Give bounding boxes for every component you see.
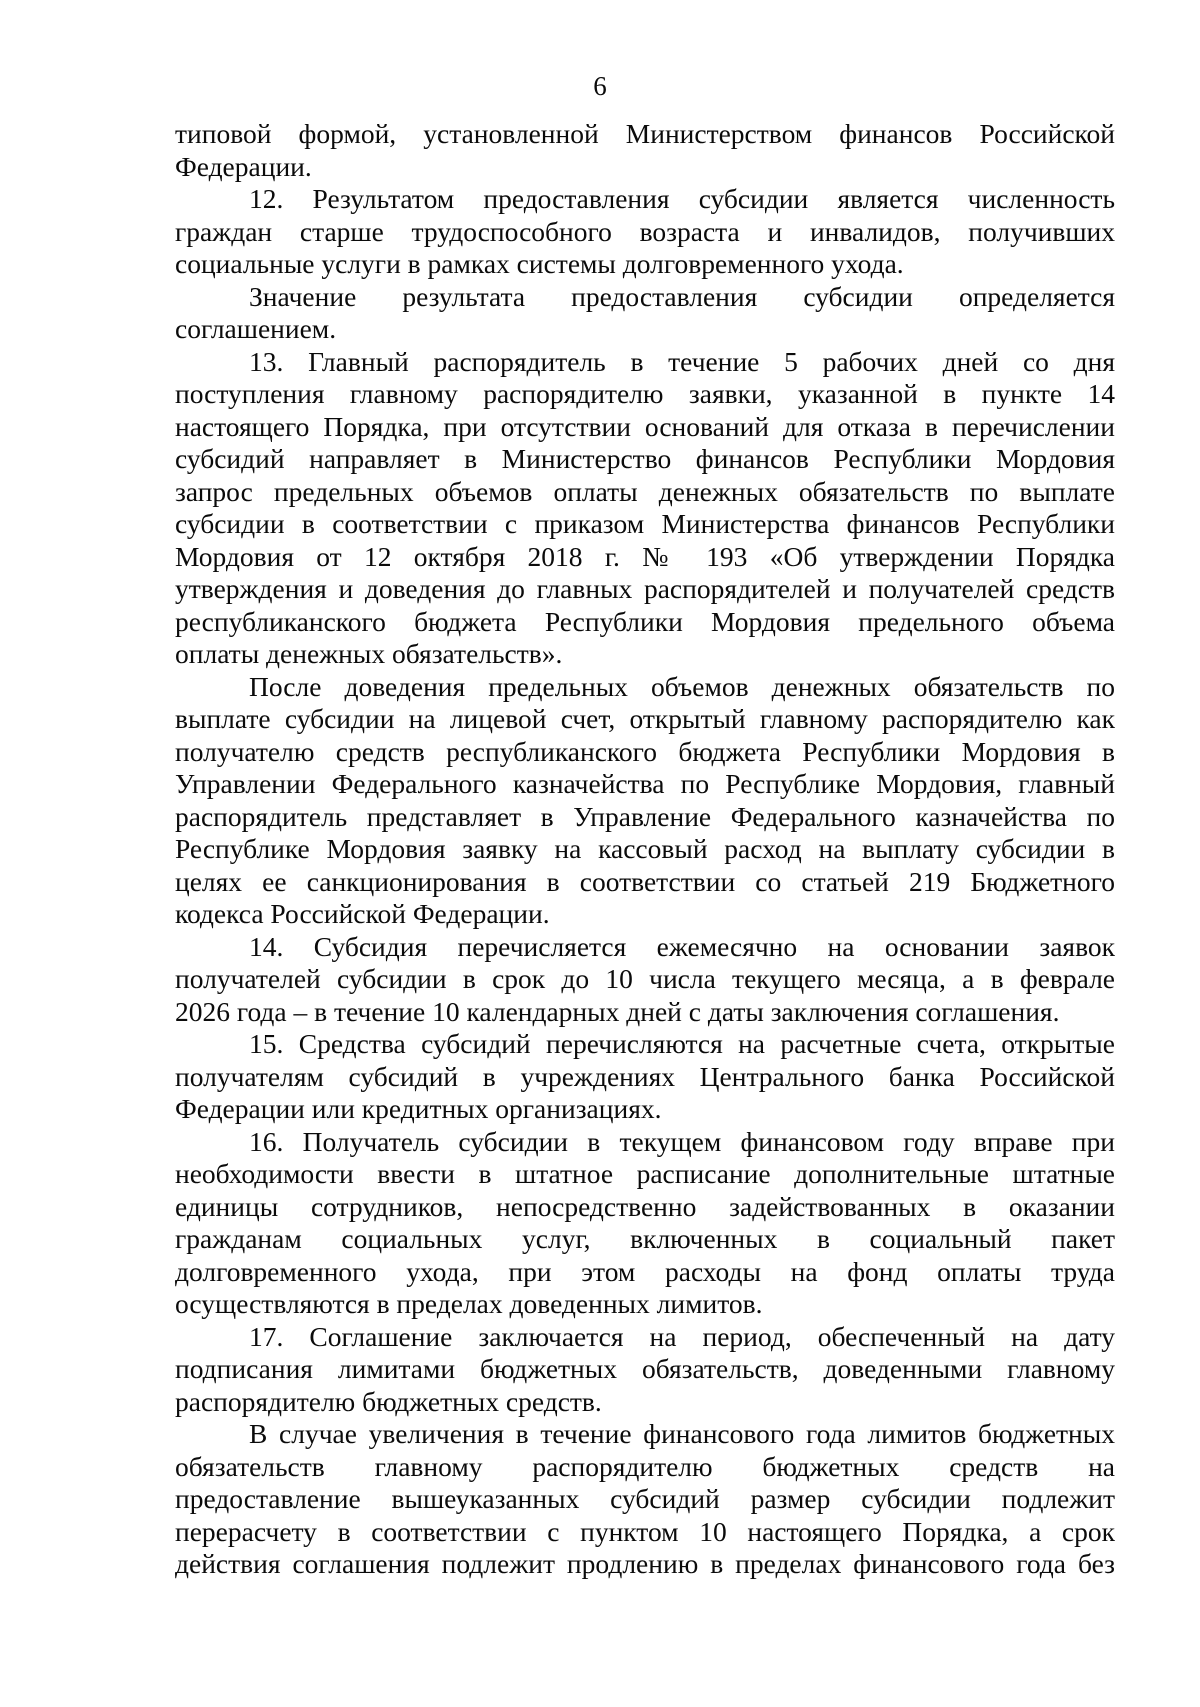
text-line: получателям субсидий в учреждениях Центрального банка Российской bbox=[175, 1060, 1115, 1092]
paragraph-p0 bbox=[175, 118, 1115, 183]
paragraph-p17b bbox=[175, 1418, 1115, 1581]
document-body bbox=[175, 118, 1115, 1581]
page-number: 6 bbox=[593, 71, 607, 101]
text-line: субсидий направляет в Министерство финансов Республики Мордовия bbox=[175, 443, 1115, 474]
text-line: типовой формой, установленной Министерством финансов Российской bbox=[175, 118, 1115, 149]
text-line: 12. Результатом предоставления субсидии является численность bbox=[249, 183, 1115, 214]
paragraph-p16 bbox=[175, 1126, 1115, 1321]
paragraph-p13b bbox=[175, 671, 1115, 931]
text-line: осуществляются в пределах доведенных лимитов. bbox=[175, 1288, 763, 1319]
text-line: Республике Мордовия заявку на кассовый расход на выплату субсидии в bbox=[175, 833, 1115, 864]
text-line: гражданам социальных услуг, включенных в социальный пакет bbox=[175, 1223, 1115, 1254]
text-line: единицы сотрудников, непосредственно задействованных в оказании bbox=[175, 1190, 1115, 1222]
text-line: предоставление вышеуказанных субсидий размер субсидии подлежит bbox=[175, 1483, 1115, 1514]
text-line: оплаты денежных обязательств». bbox=[175, 638, 563, 669]
paragraph-p12b bbox=[175, 281, 1115, 346]
text-line: 15. Средства субсидий перечисляются на расчетные счета, открытые bbox=[249, 1028, 1115, 1059]
text-line: распорядителю бюджетных средств. bbox=[175, 1385, 602, 1417]
text-line: Мордовия от 12 октября 2018 г. № 193 «Об утверждении Порядка bbox=[175, 540, 1115, 572]
text-line: действия соглашения подлежит продлению в пределах финансового года без bbox=[175, 1548, 1115, 1579]
text-line: кодекса Российской Федерации. bbox=[175, 898, 550, 929]
text-line: настоящего Порядка, при отсутствии оснований для отказа в перечислении bbox=[175, 410, 1115, 442]
text-line: целях ее санкционирования в соответствии со статьей 219 Бюджетного bbox=[175, 865, 1115, 897]
paragraph-p12 bbox=[175, 183, 1115, 281]
text-line: распорядитель представляет в Управление Федерального казначейства по bbox=[175, 800, 1115, 832]
text-line: Федерации. bbox=[175, 150, 312, 182]
text-line: выплате субсидии на лицевой счет, открытый главному распорядителю как bbox=[175, 703, 1115, 734]
text-line: обязательств главному распорядителю бюджетных средств на bbox=[175, 1450, 1115, 1482]
text-line: В случае увеличения в течение финансового года лимитов бюджетных bbox=[249, 1418, 1115, 1449]
text-line: социальные услуги в рамках системы долговременного ухода. bbox=[175, 248, 904, 279]
text-line: Федерации или кредитных организациях. bbox=[175, 1093, 662, 1124]
text-line: Управлении Федерального казначейства по Республике Мордовия, главный bbox=[175, 768, 1115, 799]
text-line: запрос предельных объемов оплаты денежных обязательств по выплате bbox=[175, 475, 1115, 507]
text-line: соглашением. bbox=[175, 313, 337, 344]
text-line: 13. Главный распорядитель в течение 5 рабочих дней со дня bbox=[249, 345, 1115, 377]
text-line: 2026 года – в течение 10 календарных дней с даты заключения соглашения. bbox=[175, 995, 1060, 1027]
text-line: граждан старше трудоспособного возраста и инвалидов, получивших bbox=[175, 215, 1115, 247]
text-line: долговременного ухода, при этом расходы на фонд оплаты труда bbox=[175, 1255, 1115, 1287]
text-line: После доведения предельных объемов денежных обязательств по bbox=[249, 670, 1115, 702]
paragraph-p13 bbox=[175, 346, 1115, 671]
text-line: республиканского бюджета Республики Мордовия предельного объема bbox=[175, 605, 1115, 637]
text-line: Значение результата предоставления субсидии определяется bbox=[249, 280, 1115, 312]
text-line: поступления главному распорядителю заявки, указанной в пункте 14 bbox=[175, 378, 1115, 409]
text-line: 16. Получатель субсидии в текущем финансовом году вправе при bbox=[249, 1125, 1115, 1157]
text-line: перерасчету в соответствии с пунктом 10 настоящего Порядка, а срок bbox=[175, 1515, 1115, 1547]
paragraph-p15 bbox=[175, 1028, 1115, 1126]
text-line: подписания лимитами бюджетных обязательств, доведенными главному bbox=[175, 1353, 1115, 1384]
text-line: 17. Соглашение заключается на период, обеспеченный на дату bbox=[249, 1320, 1115, 1352]
text-line: субсидии в соответствии с приказом Министерства финансов Республики bbox=[175, 508, 1115, 539]
paragraph-p14 bbox=[175, 931, 1115, 1029]
text-line: получателю средств республиканского бюджета Республики Мордовия в bbox=[175, 735, 1115, 767]
text-line: необходимости ввести в штатное расписание дополнительные штатные bbox=[175, 1158, 1115, 1189]
text-line: утверждения и доведения до главных распорядителей и получателей средств bbox=[175, 573, 1115, 604]
text-line: 14. Субсидия перечисляется ежемесячно на основании заявок bbox=[249, 930, 1115, 962]
text-line: получателей субсидии в срок до 10 числа текущего месяца, а в феврале bbox=[175, 963, 1115, 994]
paragraph-p17 bbox=[175, 1321, 1115, 1419]
